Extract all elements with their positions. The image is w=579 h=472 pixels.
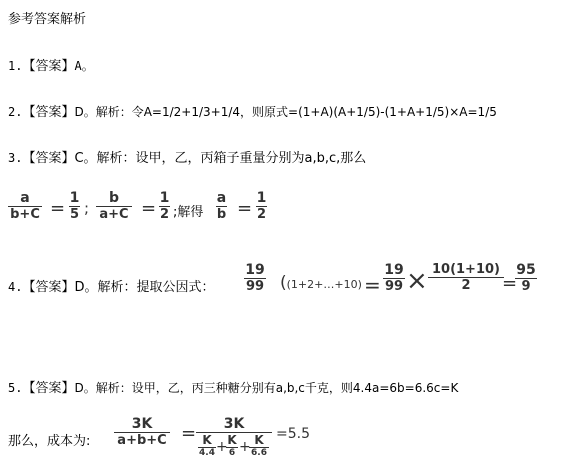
document-title: 参考答案解析 [8, 12, 87, 27]
answer-1-bracket: 【答案】 [22, 59, 75, 74]
q5-denominator-k-sum: K 4.4 + K 6 + K 6.6 [196, 433, 272, 463]
q5-result: =5.5 [276, 426, 310, 442]
q3-fraction-result-one-half: 1 2 [256, 190, 267, 222]
q4-equals-2: = [502, 273, 518, 294]
answer-3-text: C。解析：设甲，乙，丙箱子重量分别为a,b,c,那么 [74, 151, 367, 166]
q3-fraction-a-over-b: a b [216, 190, 227, 222]
q3-equals-1: = [50, 198, 66, 219]
answer-2-text: D。解析：令A=1/2+1/3+1/4，则原式=(1+A)(A+1/5)-(1+A+1/5)×A=1/5 [74, 105, 497, 119]
q4-fraction-sum-formula: 10(1+10) 2 [428, 262, 504, 293]
answer-3 [8, 147, 366, 166]
answer-1-text: A。 [74, 59, 94, 73]
answer-5 [8, 377, 458, 396]
answer-3-number: 3. [8, 151, 23, 165]
q3-fraction-a-over-b-plus-c: a b+C [8, 190, 42, 222]
q3-solve-label: ;解得 [173, 205, 204, 220]
answer-4-bracket: 【答案】 [22, 280, 75, 295]
q5-equals: = [181, 423, 197, 444]
answer-2-number: 2. [8, 105, 23, 119]
answer-4-number: 4. [8, 280, 23, 294]
answer-3-bracket: 【答案】 [22, 151, 75, 166]
q3-fraction-one-fifth: 1 5 [69, 190, 80, 222]
q3-fraction-b-over-a-plus-c: b a+C [96, 190, 132, 222]
q4-equals-1: = [364, 273, 381, 297]
answer-2-bracket: 【答案】 [22, 105, 75, 120]
q3-semicolon: ; [84, 199, 90, 217]
q4-fraction-19-99-b: 19 99 [384, 262, 404, 294]
answer-5-text: D。解析：设甲，乙，丙三种糖分别有a,b,c千克，则4.4a=6b=6.6c=K [74, 381, 459, 395]
q3-equals-3: = [237, 198, 253, 219]
q4-fraction-95-9: 95 9 [516, 262, 536, 294]
q4-times: × [406, 266, 428, 296]
q5-fraction-3k-over-sum: 3K a+b+C [114, 416, 170, 448]
q4-fraction-19-99-a: 19 99 [245, 262, 265, 294]
q3-equals-2: = [141, 198, 157, 219]
answer-2 [8, 101, 497, 120]
answer-5-number: 5. [8, 381, 23, 395]
answer-5-bracket: 【答案】 [22, 381, 75, 396]
q5-cost-label: 那么，成本为: [8, 434, 91, 449]
answer-1-number: 1. [8, 59, 23, 73]
q3-fraction-one-half: 1 2 [159, 190, 170, 222]
answer-1 [8, 55, 94, 74]
answer-4 [8, 276, 214, 295]
answer-4-text: D。解析：提取公因式： [74, 280, 215, 295]
q5-fraction-3k-over-k-sum: 3K K 4.4 + K 6 + K 6.6 [196, 416, 272, 463]
q4-sum-expression: ((1+2+…+10) [280, 273, 362, 293]
